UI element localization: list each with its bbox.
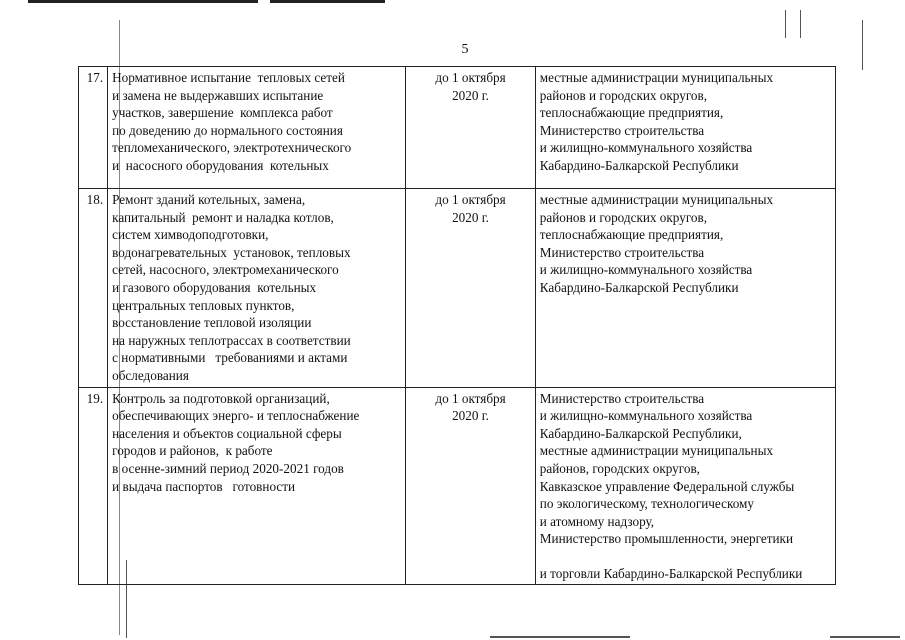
row-number: 17.	[79, 67, 108, 189]
deadline-year: 2020 г.	[452, 209, 489, 225]
scan-artifact-line	[785, 10, 786, 38]
deadline-date: до 1 октября	[435, 390, 506, 406]
task-cell: Нормативное испытание тепловых сетей и замена не выдержавших испытание участков, завершение комплекса работ по доведению до нормального состояния тепломеханического, электротехнического и насосного оборудования котельных	[108, 67, 406, 189]
deadline-cell	[406, 189, 536, 388]
deadline-cell	[406, 67, 536, 189]
responsible-cell: местные администрации муниципальных районов и городских округов, теплоснабжающие предприятия, Министерство строительства и жилищно-коммунального хозяйства Кабардино-Балкарской Республики	[535, 67, 835, 189]
table-row	[79, 189, 836, 388]
row-number: 18.	[79, 189, 108, 388]
deadline-date: до 1 октября	[435, 192, 506, 207]
measures-table	[78, 66, 836, 585]
deadline-year: 2020 г.	[452, 87, 489, 103]
scan-artifact-line	[830, 636, 900, 638]
deadline-cell	[406, 387, 536, 585]
table-row	[79, 387, 836, 585]
scan-artifact-line	[862, 20, 863, 70]
scan-artifact-line	[800, 10, 801, 38]
row-number: 19.	[79, 387, 108, 585]
scan-artifact-line	[490, 636, 630, 638]
task-cell: Ремонт зданий котельных, замена, капитальный ремонт и наладка котлов, систем химводоподготовки, водонагревательных установок, тепловых сетей, насосного, электромеханического и газового оборудования котельных центральных тепловых пунктов, восстановление тепловой изоляции на наружных теплотрассах в соответствии с нормативными требованиями и актами обследования	[108, 189, 406, 388]
scan-top-border-left	[28, 0, 258, 3]
responsible-cell: Министерство строительства и жилищно-коммунального хозяйства Кабардино-Балкарской Республики, местные администрации муниципальных районов, городских округов, Кавказское управление Федеральной службы по экологическому, технологическому и атомному надзору, Министерство промышленности, энергетики и торговли Кабардино-Балкарской Республики	[535, 387, 835, 585]
page-number: 5	[461, 42, 469, 57]
deadline-date: до 1 октября	[435, 70, 506, 85]
responsible-cell: местные администрации муниципальных районов и городских округов, теплоснабжающие предприятия, Министерство строительства и жилищно-коммунального хозяйства Кабардино-Балкарской Республики	[535, 189, 835, 388]
responsible-tail: и торговли Кабардино-Балкарской Республики	[539, 565, 803, 581]
task-cell: Контроль за подготовкой организаций, обеспечивающих энерго- и теплоснабжение населения и объектов социальной сферы городов и районов, к работе в осенне-зимний период 2020-2021 годов и выдача паспортов готовности	[108, 387, 406, 585]
table-row	[79, 67, 836, 189]
scan-top-border-right	[270, 0, 385, 3]
deadline-year: 2020 г.	[452, 408, 489, 424]
